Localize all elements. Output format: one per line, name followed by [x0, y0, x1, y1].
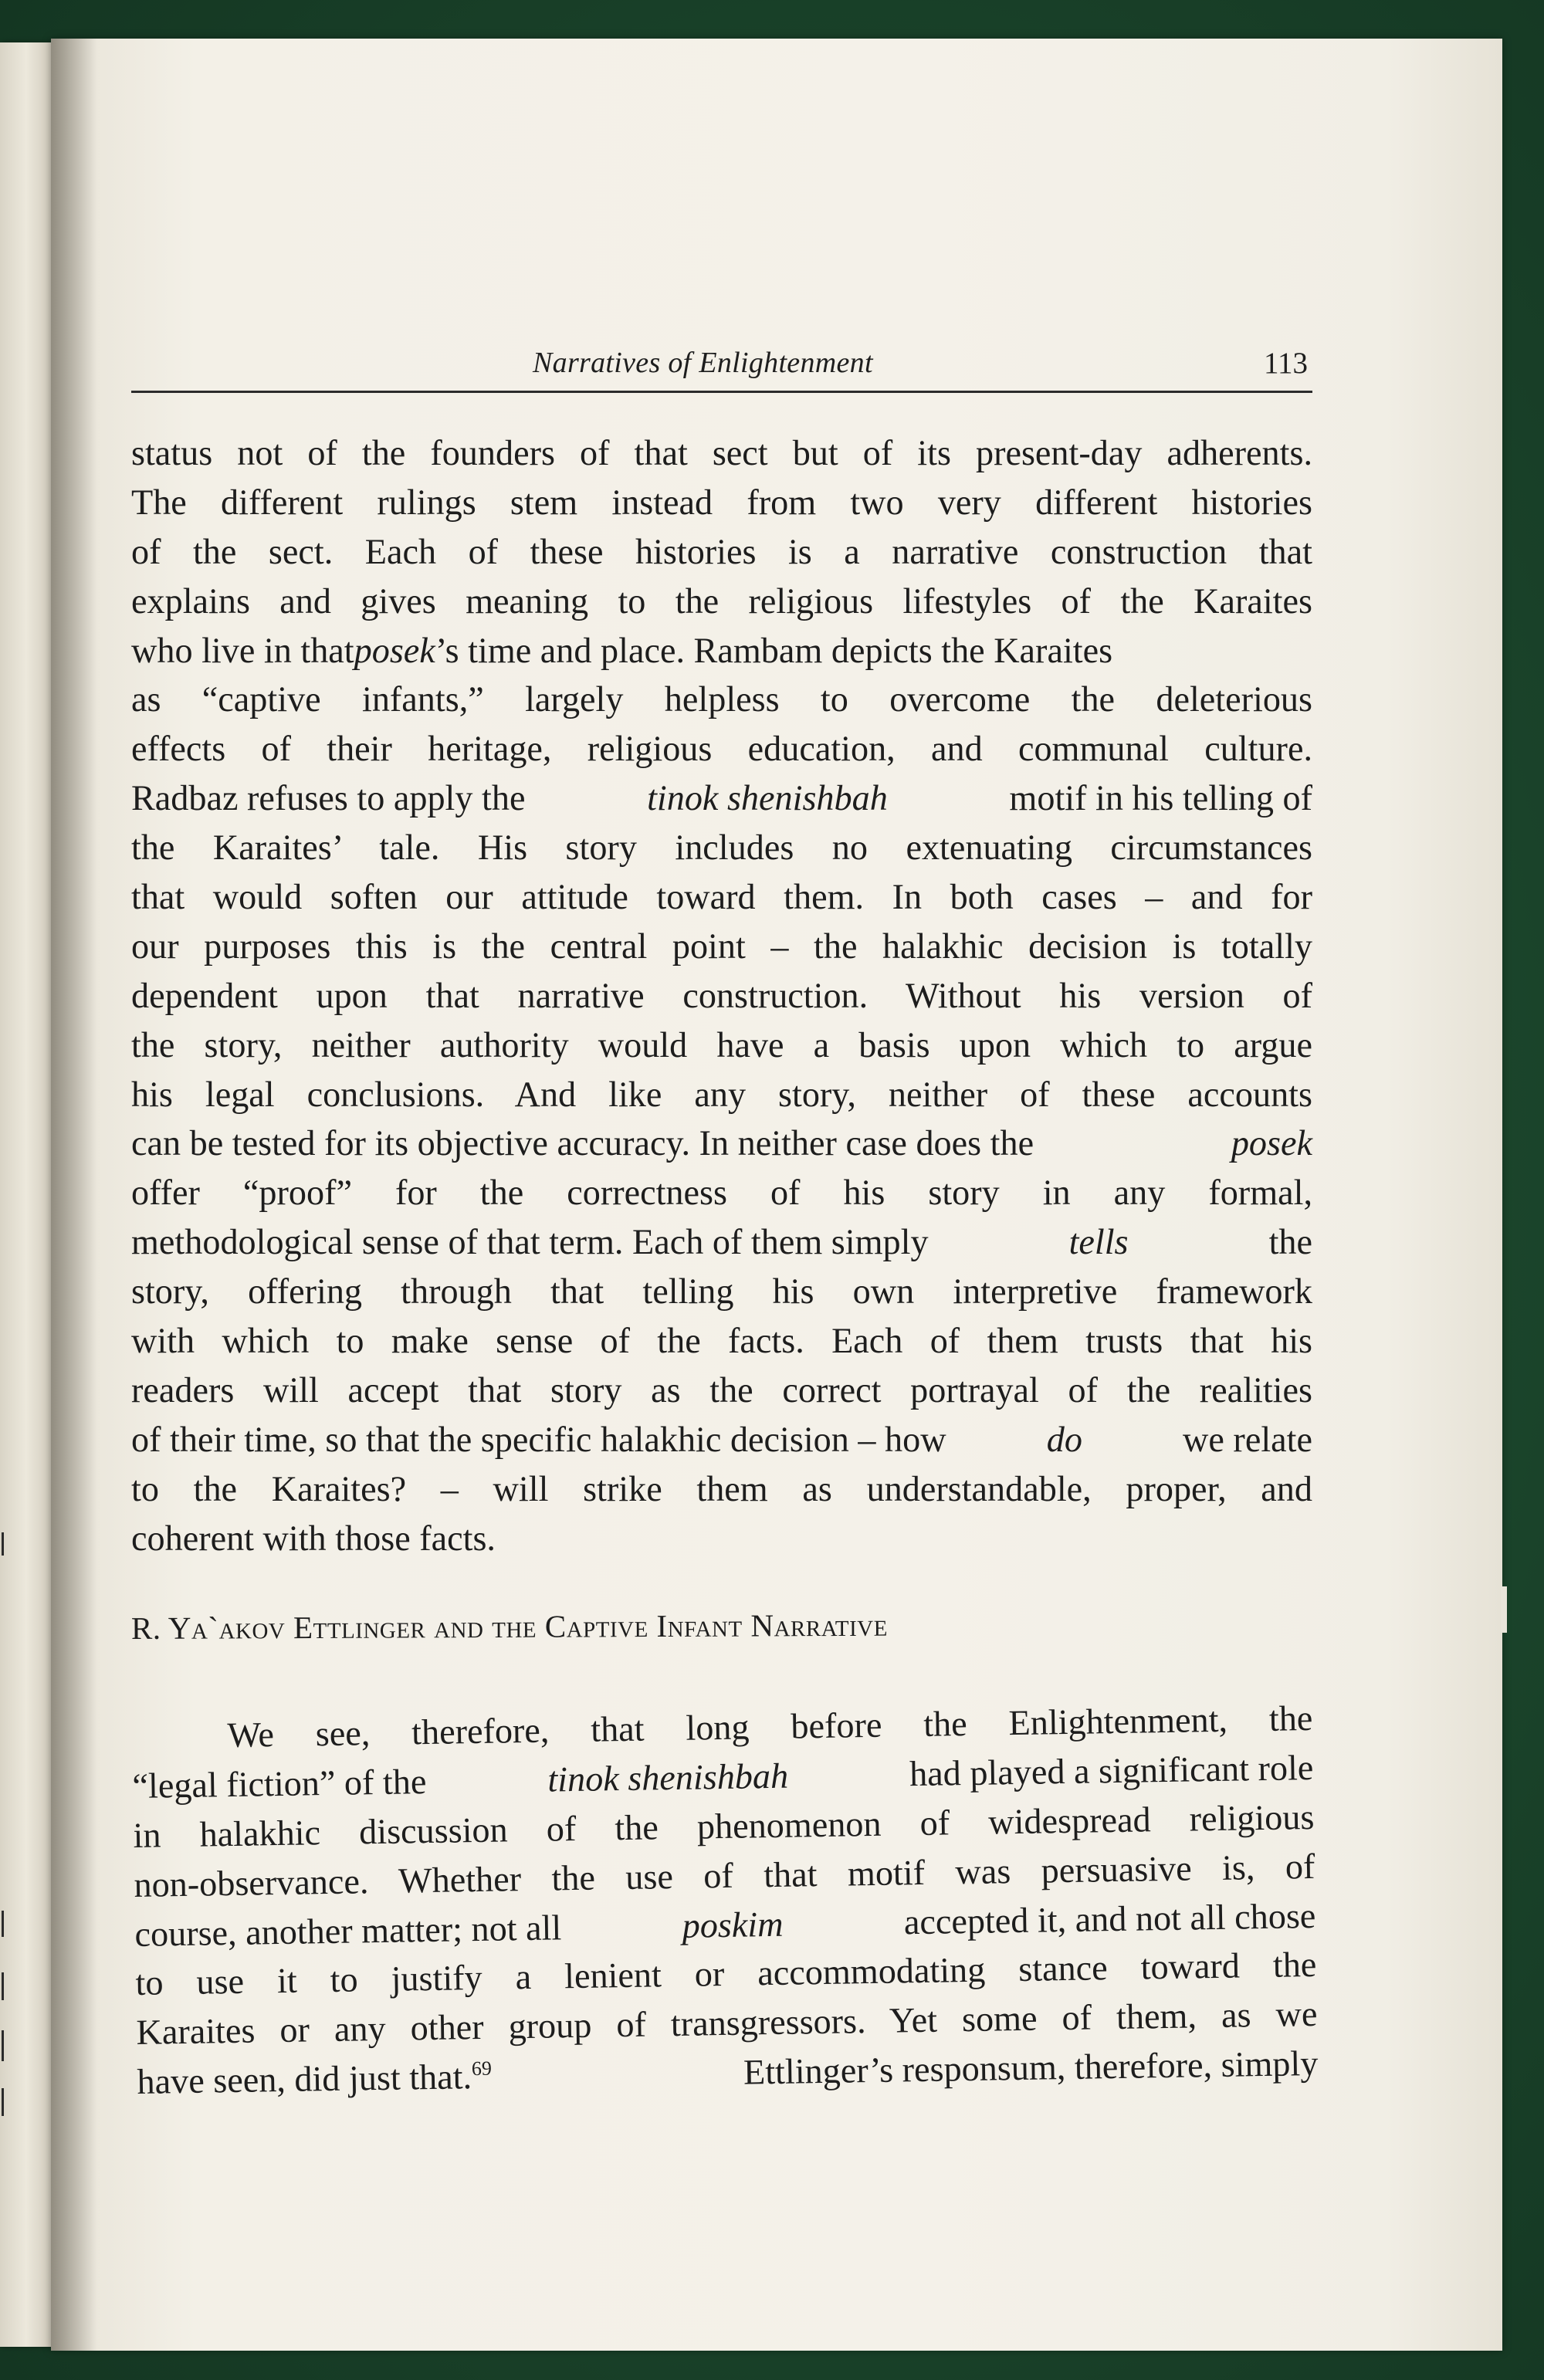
text-line: [131, 1119, 1312, 1168]
page-number: 113: [1263, 347, 1308, 380]
text-line: The different rulings stem instead from two very different histories: [131, 482, 1312, 522]
text-line: dependent upon that narrative construction. Without his version of: [131, 975, 1312, 1015]
text-line: with which to make sense of the facts. Each of them trusts that his: [131, 1321, 1312, 1361]
text-run: “legal fiction” of the: [132, 1761, 427, 1806]
text-run: have seen, did just that.: [137, 2057, 472, 2102]
text-line: the Karaites’ tale. His story includes no extenuating circumstances: [131, 828, 1312, 868]
text-run: methodological sense of that term. Each of them simply: [131, 1222, 929, 1262]
text-run: ’s time and place. Rambam depicts the Karaites: [435, 630, 1113, 670]
section-heading-text: R. Ya`akov Ettlinger and the Captive Infant Narrative: [130, 1606, 888, 1646]
show-through-mark: [2, 2088, 4, 2116]
text-line: status not of the founders of that sect but of its present-day adherents.: [131, 433, 1312, 472]
text-line: our purposes this is the central point – the halakhic decision is totally: [131, 926, 1312, 966]
text-line: in halakhic discussion of the phenomenon of widespread religious: [133, 1796, 1315, 1855]
text-run: we relate: [1183, 1419, 1312, 1459]
text-line: the story, neither authority would have a basis upon which to argue: [131, 1024, 1312, 1065]
text-line: to use it to justify a lenient or accommodating stance toward the: [135, 1945, 1317, 2003]
show-through-mark: [2, 2030, 4, 2061]
show-through-mark: [2, 1532, 4, 1556]
text-run: course, another matter; not all: [134, 1907, 562, 1954]
italic-term: posek: [1231, 1123, 1312, 1163]
text-line: effects of their heritage, religious education, and communal culture.: [131, 729, 1312, 769]
text-line: to the Karaites? – will strike them as understandable, proper, and: [131, 1468, 1312, 1508]
text-line: readers will accept that story as the correct portrayal of the realities: [131, 1369, 1312, 1410]
italic-term: tinok shenishbah: [547, 1755, 789, 1799]
running-header: [131, 346, 1312, 393]
show-through-mark: [2, 1972, 4, 2000]
body-paragraph-1: [131, 428, 1312, 1562]
text-line: [131, 1415, 1312, 1464]
page-edge-notch: [1501, 1586, 1507, 1633]
text-line: as “captive infants,” largely helpless to overcome the deleterious: [131, 679, 1312, 719]
text-run: Ettlinger’s responsum, therefore, simply: [743, 2043, 1319, 2092]
show-through-mark: [2, 1911, 4, 1937]
text-line: his legal conclusions. And like any story, neither of these accounts: [131, 1074, 1312, 1114]
text-line: We see, therefore, that long before the Enlightenment, the: [227, 1698, 1313, 1755]
text-run: of their time, so that the specific halakhic decision – how: [131, 1419, 946, 1459]
italic-term: poskim: [682, 1904, 784, 1945]
book-page: [51, 39, 1502, 2351]
text-line: explains and gives meaning to the religious lifestyles of the Karaites: [131, 581, 1312, 621]
text-run: the: [1268, 1222, 1312, 1262]
section-heading: [131, 1604, 1312, 1647]
text-run: Radbaz refuses to apply the: [131, 778, 526, 818]
italic-term: posek: [354, 630, 435, 670]
gutter-shadow: [51, 39, 97, 2351]
text-line: offer “proof” for the correctness of his story in any formal,: [131, 1173, 1312, 1213]
text-line: non-observance. Whether the use of that motif was persuasive is, of: [134, 1846, 1315, 1904]
text-run: accepted it, and not all chose: [903, 1895, 1316, 1942]
text-run: can be tested for its objective accuracy. In neither case does the: [131, 1123, 1034, 1163]
text-line: story, offering through that telling his own interpretive framework: [131, 1271, 1312, 1312]
text-line: [131, 1217, 1312, 1267]
text-run: who live in that: [131, 630, 354, 670]
italic-term: tinok shenishbah: [647, 778, 888, 818]
text-line: [131, 626, 1312, 675]
text-run: motif in his telling of: [1009, 778, 1312, 818]
text-line: of the sect. Each of these histories is a narrative construction that: [131, 531, 1312, 571]
footnote-marker: 69: [471, 2057, 493, 2080]
text-run: had played a significant role: [909, 1747, 1314, 1794]
previous-page-edge: [0, 42, 52, 2347]
italic-term: tells: [1068, 1222, 1129, 1262]
italic-term: do: [1046, 1419, 1082, 1459]
body-paragraph-2: [131, 1694, 1319, 2107]
running-title: Narratives of Enlightenment: [533, 347, 873, 379]
text-line: coherent with those facts.: [131, 1518, 496, 1558]
text-line: [131, 774, 1312, 823]
text-line: Karaites or any other group of transgressors. Yet some of them, as we: [136, 1994, 1318, 2053]
text-line: that would soften our attitude toward them. In both cases – and for: [131, 877, 1312, 917]
